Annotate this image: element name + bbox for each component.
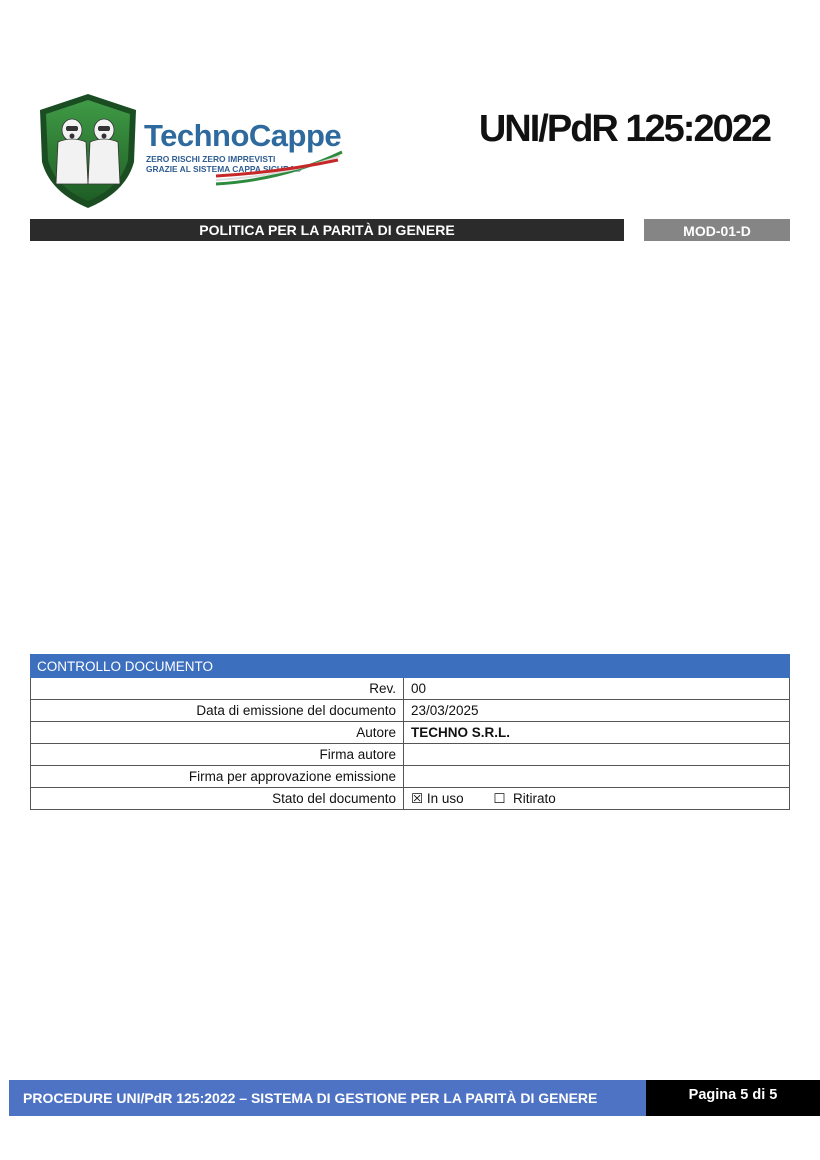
footer-procedure-title: PROCEDURE UNI/PdR 125:2022 – SISTEMA DI GESTIONE PER LA PARITÀ DI GENERE bbox=[9, 1080, 646, 1116]
checked-box-icon: ☒ bbox=[411, 790, 424, 806]
status-in-use-label: In uso bbox=[426, 790, 464, 806]
brand-tagline-line-2: GRAZIE AL SISTEMA CAPPA SICURA® bbox=[146, 164, 302, 174]
shield-logo-icon bbox=[36, 92, 140, 210]
author-label: Autore bbox=[31, 722, 404, 744]
status-withdrawn-label: Ritirato bbox=[513, 790, 556, 806]
unchecked-box-icon: ☐ bbox=[493, 790, 506, 806]
document-title-bar: POLITICA PER LA PARITÀ DI GENERE bbox=[30, 219, 624, 241]
status-withdrawn-option bbox=[493, 791, 555, 806]
table-row bbox=[31, 700, 790, 722]
document-status-value bbox=[404, 788, 790, 810]
standard-title: UNI/PdR 125:2022 bbox=[478, 108, 770, 150]
table-row bbox=[31, 722, 790, 744]
table-row bbox=[31, 678, 790, 700]
author-signature-value bbox=[404, 744, 790, 766]
table-row bbox=[31, 744, 790, 766]
table-row bbox=[31, 788, 790, 810]
document-code-badge: MOD-01-D bbox=[644, 219, 790, 241]
revision-value: 00 bbox=[404, 678, 790, 700]
author-value: TECHNO S.R.L. bbox=[404, 722, 790, 744]
table-row bbox=[31, 766, 790, 788]
revision-label: Rev. bbox=[31, 678, 404, 700]
issue-date-label: Data di emissione del documento bbox=[31, 700, 404, 722]
company-logo bbox=[36, 92, 346, 212]
approval-signature-label: Firma per approvazione emissione bbox=[31, 766, 404, 788]
brand-name: TechnoCappe bbox=[144, 118, 342, 153]
issue-date-value: 23/03/2025 bbox=[404, 700, 790, 722]
table-header-row bbox=[31, 655, 790, 678]
author-signature-label: Firma autore bbox=[31, 744, 404, 766]
approval-signature-value bbox=[404, 766, 790, 788]
brand-tagline-line-1: ZERO RISCHI ZERO IMPREVISTI bbox=[146, 154, 276, 164]
footer-page-number: Pagina 5 di 5 bbox=[646, 1080, 820, 1116]
flag-swoosh-icon bbox=[214, 150, 344, 186]
table-heading: CONTROLLO DOCUMENTO bbox=[31, 655, 790, 678]
status-in-use-option bbox=[411, 791, 467, 806]
document-control-table bbox=[30, 654, 790, 810]
document-status-label: Stato del documento bbox=[31, 788, 404, 810]
